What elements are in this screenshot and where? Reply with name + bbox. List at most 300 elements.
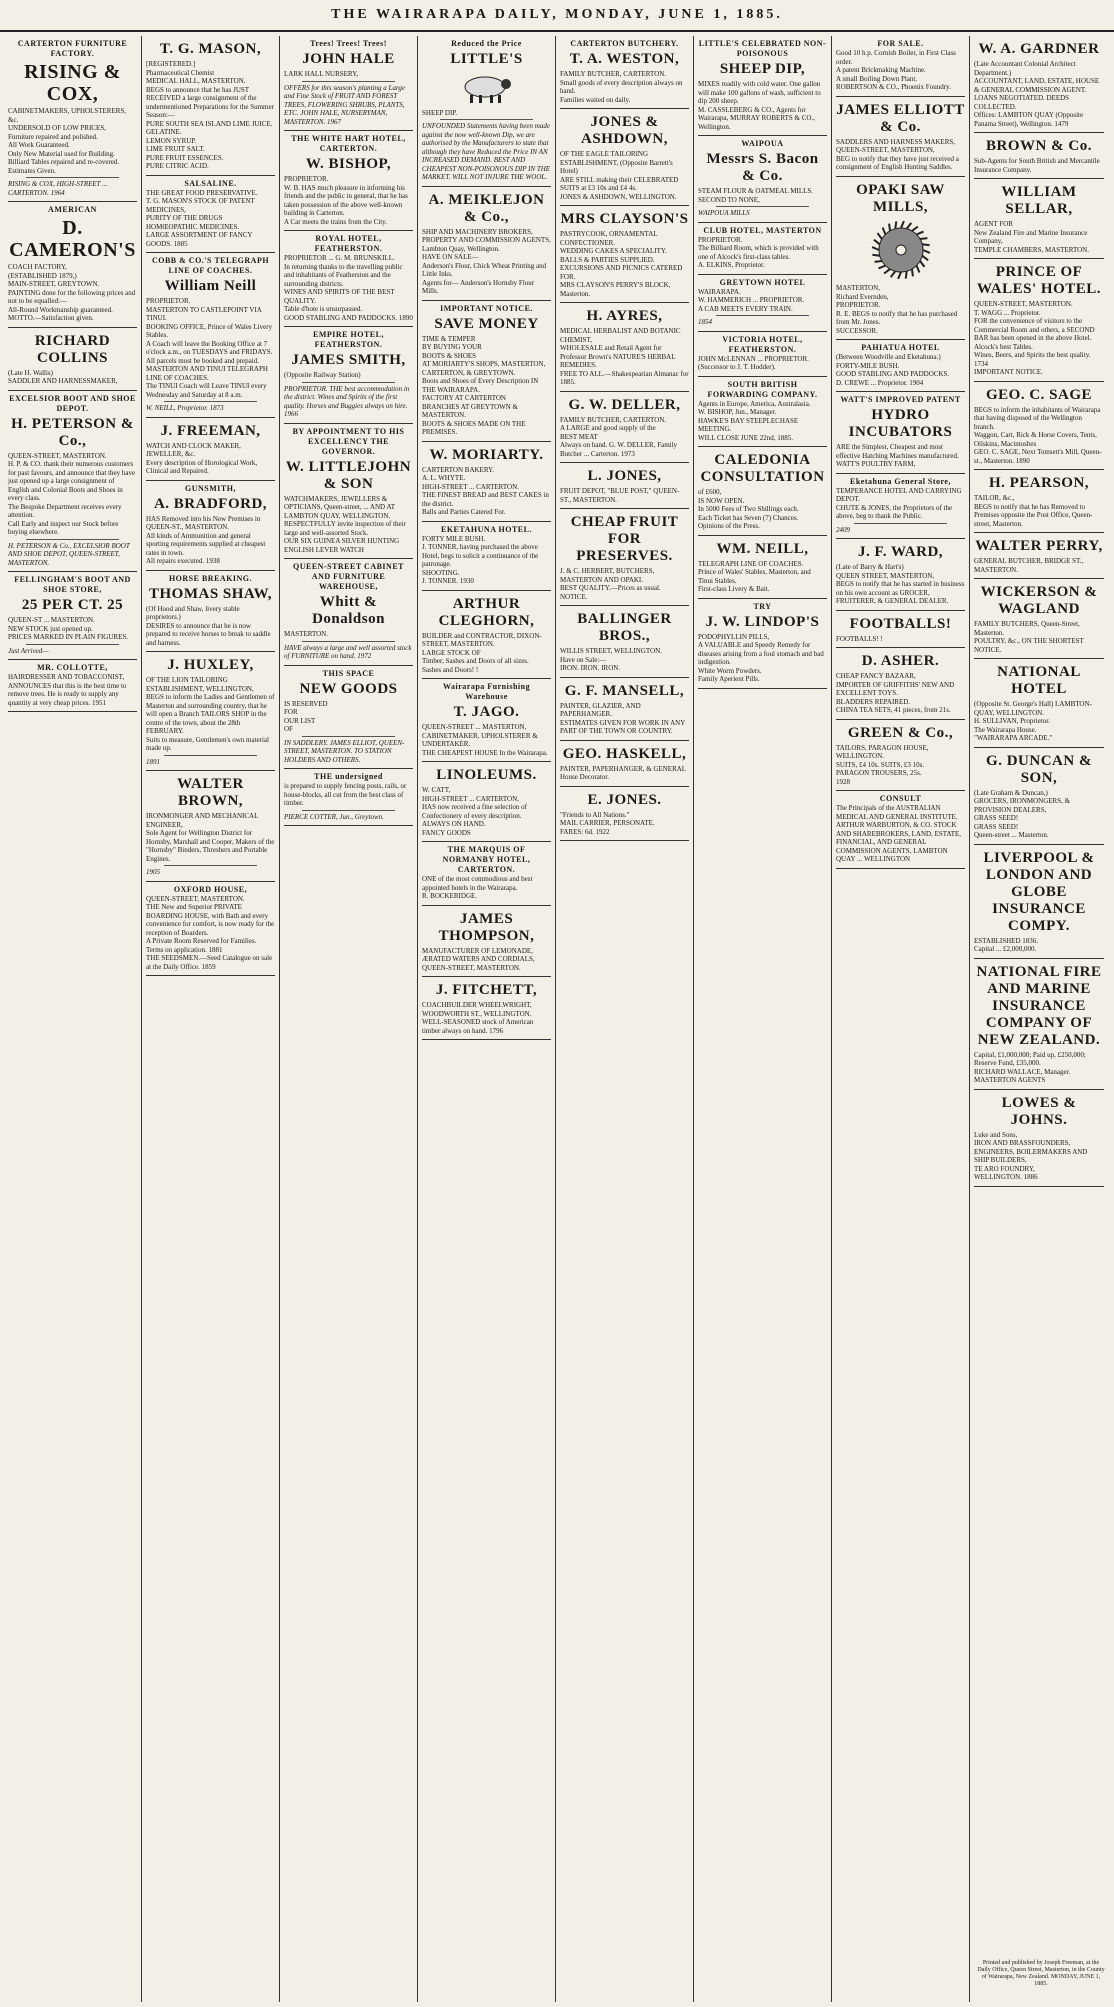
ad-text-line: FREE TO ALL.—Shakespearian Almanac for 1885. (560, 369, 689, 386)
ad-footer: UNFOUNDED Statements having been made against the now well-known Dip, we are authorised by the Manufacturers to state that although they have Reduced the Price IN AN INCREASED DEMAND. BEST AND CHEAPEST NON-POISONOUS DIP IN THE MARKET. WILL NOT INJURE THE WOOL. (422, 122, 551, 181)
ad-text-line: Good 10 h.p. Cornish Boiler, in First Class order. (836, 49, 956, 66)
ad-text-line: PROPRIETOR. (284, 175, 329, 183)
ad-heading: H. AYRES, (586, 308, 663, 324)
ad-text-line: LARK HALL NURSERY, (284, 70, 359, 78)
ad-subheading: TRY (753, 601, 772, 611)
ad-text-line: FAMILY BUTCHER, CARTERTON. (560, 70, 667, 78)
ad-text-line: TEMPLE CHAMBERS, MASTERTON. (974, 245, 1089, 254)
ad-text-line: MASTERTON AGENTS (974, 1076, 1046, 1084)
ad-body (146, 60, 275, 171)
ad-text-line: HAS Removed into his New Premises in QUEEN-ST., MASTERTON. (146, 514, 261, 531)
ad-text-line: Luke and Sons, (974, 1130, 1018, 1139)
ad-text-line: FANCY GOODS (422, 828, 471, 837)
ad-body (422, 228, 551, 296)
ad-heading: OPAKI SAW MILLS, (856, 181, 945, 215)
ad-heading: J. FITCHETT, (435, 982, 538, 998)
ad-text-line: QUEEN-STREET, MASTERTON. (8, 451, 107, 460)
ad-body (836, 804, 965, 864)
ad-divider (164, 401, 257, 402)
advertisement (698, 536, 827, 599)
ad-text-line: (Late of Barry & Hart's) (836, 563, 904, 571)
ad-divider (716, 206, 809, 207)
ad-text-line: R. BOCKERIDGE. (422, 892, 478, 900)
advertisement (284, 231, 413, 327)
ad-body (974, 220, 1104, 254)
ad-text-line: OF THE EAGLE TAILORING ESTABLISHMENT, (Opposite Barrett's Hotel) (560, 150, 673, 175)
ad-body (284, 782, 413, 808)
ad-text-line: (ESTABLISHED 1879,) (8, 271, 77, 280)
advertisement (974, 382, 1104, 471)
ad-heading: Whitt & Donaldson (312, 594, 385, 627)
ad-text-line: CHINA TEA SETS, 41 pieces, from 21s. (836, 706, 951, 714)
advertisement (974, 659, 1104, 748)
ad-heading: J. F. WARD, (857, 544, 944, 560)
advertisement (836, 539, 965, 611)
ad-body (422, 466, 551, 517)
ad-text-line: SECOND TO NONE, (698, 195, 760, 204)
ad-text-line: AGENT FOR (974, 220, 1013, 228)
ad-text-line: BALLS & PARTIES SUPPLIED. (560, 255, 655, 264)
ad-text-line: FARES: 6d. 1922 (560, 827, 610, 836)
ad-text-line: GOOD STABLING AND PADDOCKS. 1890 (284, 313, 413, 322)
ad-text-line: Suits to measure, Gentlemen's own material made up. (146, 735, 269, 752)
advertisement (836, 392, 965, 474)
ad-text-line: MIXES readily with cold water. One gallon will make 100 gallons of wash, sufficient to dip 200 sheep. (698, 80, 821, 105)
ad-heading: T. JAGO. (453, 704, 520, 720)
ad-body (284, 371, 413, 380)
ad-body (974, 494, 1104, 528)
advertisement (422, 187, 551, 301)
advertisement (974, 845, 1104, 959)
advertisement (974, 259, 1104, 382)
ad-subheading: VICTORIA HOTEL, FEATHERSTON. (722, 334, 803, 354)
ad-text-line: Always on hand. G. W. DELLER, Family Butcher ... Carterton. 1973 (560, 441, 678, 458)
ad-heading: JOHN HALE (302, 51, 395, 67)
ad-subheading: IMPORTANT NOTICE. (440, 303, 533, 313)
ad-heading: W. BISHOP, (305, 156, 392, 172)
ad-text-line: New Zealand Fire and Marine Insurance Company, (974, 228, 1088, 245)
advertisement (8, 572, 137, 660)
advertisement (698, 275, 827, 332)
ad-text-line: Sashes and Doors! ! (422, 665, 479, 674)
ad-text-line: H. P. & CO. thank their numerous customers for past favours, and announce that they have just opened up a large consignment of English and Colonial Boots and Shoes in every class. (8, 460, 136, 502)
ad-footer: IN SADDLERY. JAMES ELLIOT, QUEEN-STREET, MASTERTON. TO STATION HOLDERS AND OTHERS. (284, 738, 405, 764)
ad-text-line: OUR SIX GUINEA SILVER HUNTING ENGLISH LEVER WATCH (284, 537, 400, 554)
ad-text-line: AT MORIARTY'S SHOPS, MASTERTON, CARTERTON, & GREYTOWN. (422, 360, 546, 377)
ad-heading: LITTLE'S (450, 51, 523, 67)
ad-body (836, 443, 965, 469)
advertisement (146, 652, 275, 771)
ad-heading: SHEEP DIP, (719, 61, 806, 77)
ad-heading: William Neill (164, 278, 257, 294)
ad-text-line: SADDLERS AND HARNESS MAKERS, QUEEN-STREET, MASTERTON, (836, 137, 956, 154)
ad-text-line: ARE the Simplest, Cheapest and most effective Hatching Machines manufactured. (836, 443, 959, 460)
ad-text-line: THE GREAT FOOD PRESERVATIVE. (146, 188, 258, 197)
ad-text-line: ANNOUNCES that this is the best time to remove trees. He is ready to supply any quantity at very cheap prices. 1951 (8, 681, 127, 707)
ad-text-line: Have on Sale:— (560, 655, 607, 664)
ad-body (698, 560, 827, 594)
ad-text-line: Sole Agent for Wellington District for Hornsby, Marshall and Cooper, Makers of the "Hornsby" Binders, Threshers and Portable Engines. (146, 829, 275, 863)
advertisement (422, 442, 551, 522)
column-6 (694, 36, 832, 2002)
ad-text-line: NEW STOCK just opened up. (8, 624, 93, 633)
ad-text-line: Capital, £1,000,000; Paid up, £250,000; Reserve Fund, £35,000. (974, 1050, 1086, 1067)
ad-text-line: ARTHUR WARBURTON, & CO. STOCK AND SHAREBROKERS, LAND, ESTATE, FINANCIAL, AND GENERAL COMMISSION AGENTS, LAMBTON QUAY ... WELLINGTON (836, 821, 962, 863)
ad-heading: RISING & COX, (24, 61, 121, 105)
ad-heading: G. W. DELLER, (568, 396, 681, 413)
ad-text-line: Wines, Beers, and Spirits the best quality. 1734 (974, 351, 1091, 368)
ad-body (974, 157, 1104, 174)
ad-text-line: PARAGON TROUSERS, 25s. (836, 769, 922, 777)
ad-text-line: OF THE LION TAILORING ESTABLISHMENT, WELLINGTON, (146, 676, 254, 693)
advertisement (836, 97, 965, 177)
ad-text-line: Small goods of every description always on hand. (560, 78, 683, 95)
ad-text-line: GROCERS, IRONMONGERS, & PROVISION DEALERS, (974, 797, 1071, 814)
ad-text-line: (Opposite Railway Station) (284, 371, 361, 379)
ad-body (698, 355, 827, 372)
printer-imprint: Printed and published by Joseph Freeman, at the Daily Office, Queen Street, Masterton, in the County of Wairarapa, New Zealand. MONDAY, JUNE 1, 1885. (977, 1960, 1105, 1987)
ad-text-line: Families waited on daily. (560, 95, 631, 104)
ad-text-line: Timber, Sashes and Doors of all sizes. (422, 657, 529, 665)
ad-body (974, 300, 1104, 377)
advertisement (422, 36, 551, 187)
ad-text-line: FOR (284, 708, 298, 716)
ad-text-line: The TINUI Coach will Leave TINUI every Wednesday and Saturday at 8 a.m. (146, 382, 267, 399)
advertisement (146, 36, 275, 176)
ad-text-line: Every description of Horological Work, Clinical and Repaired. (146, 458, 258, 475)
ad-text-line: FOR the convenience of visitors to the Commercial Room and others, a SECOND BAR has been opened in the above Hotel. (974, 317, 1095, 342)
ad-heading: L. JONES, (587, 468, 662, 484)
ad-heading: A. BRADFORD, (153, 495, 268, 512)
ad-text-line: Queen-street ... Masterton. (974, 831, 1049, 839)
ad-subheading: LITTLE'S CELEBRATED NON-POISONOUS (698, 39, 827, 58)
ad-text-line: THE FINEST BREAD and BEST CAKES in the district. (422, 491, 549, 508)
ad-body (8, 263, 137, 323)
ad-text-line: HAVE ON SALE— (422, 253, 479, 261)
ad-text-line: MASTERTON AND TINUI TELEGRAPH LINE OF COACHES. (146, 365, 268, 382)
ad-footer: H. PETERSON & Co., EXCELSIOR BOOT AND SHOE DEPOT, QUEEN-STREET, MASTERTON. (8, 541, 130, 567)
ad-body (698, 187, 827, 204)
ad-footer: WAIPOUA MILLS (698, 209, 750, 217)
ad-text-line: W. HAMMERICH ... PROPRIETOR. (698, 296, 805, 304)
ad-text-line: BUILDER and CONTRACTOR, DIXON-STREET, MASTERTON. (422, 631, 542, 648)
ad-text-line: QUEEN-ST ... MASTERTON. (8, 616, 95, 624)
ad-text-line: All kinds of Ammunition and general sporting requirements supplied at cheapest rates in town. (146, 531, 266, 557)
ad-text-line: TE ARO FOUNDRY, (974, 1164, 1035, 1173)
ad-text-line: BEST QUALITY.—Prices as usual. (560, 584, 661, 592)
ad-text-line: BEST MEAT (560, 432, 598, 441)
ad-subheading: AMERICAN (48, 205, 97, 214)
ad-heading: JAMES SMITH, (291, 352, 406, 368)
ad-text-line: A VALUABLE and Speedy Remedy for diseases arising from a foul stomach and bad indigestion. (698, 641, 824, 666)
ad-text-line: Anderson's Flour, Chick Wheat Printing and Little Inks. (422, 261, 547, 278)
ad-text-line: Pharmaceutical Chemist (146, 68, 215, 77)
ad-text-line: In 5000 Fees of Two Shillings each. (698, 505, 799, 513)
ad-text-line: PURE FRUIT ESSENCES. (146, 153, 224, 162)
ad-text-line: BEGS to announce that he has JUST RECEIVED a large consignment of the undermentioned Preparations for the Summer Season:— (146, 85, 274, 119)
advertisement (8, 391, 137, 573)
ad-text-line: PAINTING done for the following prices and not to be equalled:— (8, 288, 136, 305)
ad-text-line: ARE STILL making their CELEBRATED SUITS at £3 10s and £4 4s. (560, 175, 679, 192)
ad-heading: GREEN & Co., (847, 724, 954, 741)
ad-divider (440, 119, 533, 120)
ad-text-line: MRS CLAYSON'S PERRY'S BLOCK, Masterton. (560, 281, 671, 298)
ad-body (422, 1001, 551, 1035)
ad-text-line: "WAIRARAPA ARCADE." (974, 734, 1053, 742)
ad-subheading: MR. COLLOTTE, (37, 663, 108, 672)
ad-text-line: MANUFACTURER OF LEMONADE, ÆRATED WATERS AND CORDIALS, QUEEN-STREET, MASTERTON. (422, 946, 535, 972)
ad-text-line: RICHARD WALLACE, Manager. (974, 1067, 1071, 1076)
advertisement (146, 253, 275, 418)
ad-body (974, 1131, 1104, 1182)
ad-text-line: IRON. IRON. IRON. (560, 664, 621, 672)
ad-body (422, 947, 551, 973)
ad-text-line: PROPRIETOR. (146, 297, 191, 305)
ad-body (836, 487, 965, 521)
ad-text-line: MASTERTON, (836, 284, 880, 292)
ad-body (698, 236, 827, 270)
ad-text-line: Sub-Agents for South British and Mercantile Insurance Company. (974, 157, 1100, 174)
ad-subheading: WAIPOUA (741, 139, 784, 148)
ad-heading: NATIONAL HOTEL (997, 664, 1081, 697)
ad-body (146, 297, 275, 399)
ad-body (422, 723, 551, 757)
advertisement (284, 769, 413, 826)
ad-heading: WICKERSON & WAGLAND (980, 584, 1098, 617)
advertisement (560, 463, 689, 509)
advertisement (422, 842, 551, 906)
ad-subheading: THE undersigned (314, 772, 383, 781)
ad-text-line: W. CATT, (422, 786, 451, 794)
ad-text-line: The Billiard Room, which is provided with one of Alcock's first-class tables. (698, 244, 819, 261)
ad-body (284, 495, 413, 555)
ad-heading: HYDRO INCUBATORS (848, 407, 953, 440)
ad-subheading: BY APPOINTMENT TO HIS EXCELLENCY THE GOVERNOR. (292, 426, 405, 456)
ad-text-line: HIGH-STREET ... CARTERTON, (422, 794, 519, 803)
ad-body (146, 605, 275, 648)
ad-text-line: FOOTBALLS! ! (836, 634, 883, 643)
ad-text-line: OF (284, 725, 293, 733)
ad-heading: LIVERPOOL & LONDON AND GLOBE INSURANCE COMPY. (983, 849, 1095, 934)
ad-body (974, 1051, 1104, 1085)
ad-heading: H. PEARSON, (988, 475, 1090, 491)
ad-text-line: Furniture repaired and polished. (8, 132, 98, 141)
ad-body (698, 80, 827, 131)
ad-subheading: EMPIRE HOTEL, FEATHERSTON. (313, 330, 384, 349)
ad-footer: 1891 (146, 757, 160, 766)
ad-heading: D. CAMERON'S (9, 217, 136, 261)
advertisement (422, 522, 551, 591)
ad-heading: LINOLEUMS. (436, 767, 537, 783)
ad-text-line: WATCH AND CLOCK MAKER, JEWELLER, &c. (146, 441, 241, 458)
advertisement (146, 418, 275, 481)
advertisement (422, 679, 551, 762)
advertisement (284, 424, 413, 560)
ad-text-line: "Friends to All Nations." (560, 810, 630, 819)
advertisement (698, 332, 827, 377)
ad-text-line: MAIL CARRIER, PERSONATE. (560, 819, 655, 827)
ad-heading: WM. NEILL, (716, 540, 809, 557)
advertisement (146, 481, 275, 571)
advertisement (146, 771, 275, 882)
ad-text-line: D. CREWE ... Proprietor. 1904 (836, 378, 924, 387)
ad-divider (164, 755, 257, 756)
ad-text-line: T. WAGG ... Proprietor. (974, 308, 1041, 317)
ad-text-line: CABINETMAKER, UPHOLSTERER & UNDERTAKER. (422, 731, 538, 748)
ad-text-line: WILLIS STREET, WELLINGTON. (560, 647, 662, 655)
ad-text-line: PASTRYCOOK, ORNAMENTAL CONFECTIONER. (560, 230, 658, 247)
ad-text-line: A small Boiling Down Plant. (836, 74, 918, 83)
ad-heading: SAVE MONEY (434, 315, 539, 332)
ad-body (146, 442, 275, 476)
ad-text-line: A. L. WHYTE. (422, 474, 466, 482)
ad-heading: E. JONES. (587, 791, 662, 808)
ad-text-line: FORTY MILE BUSH. (422, 534, 486, 543)
ad-text-line: WAIRARAPA. (698, 287, 741, 296)
ad-text-line: All-Round Workmanship guaranteed. (8, 305, 113, 314)
ad-body (146, 676, 275, 753)
ad-heading: 25 PER CT. 25 (21, 597, 124, 613)
ad-heading: GEO. HASKELL, (562, 745, 687, 762)
ad-footer: 2409 (836, 525, 850, 534)
ad-heading: J. FREEMAN, (160, 422, 261, 439)
ad-text-line: Family Aperient Pills. (698, 675, 760, 683)
advertisement (560, 606, 689, 678)
ad-footer: PROPRIETOR. THE best accommodation in the district. Wines and Spirits of the first quality. Horses and Buggies always on hire. 1966 (284, 384, 410, 418)
ad-text-line: Capital ... £2,000,000. (974, 945, 1037, 953)
advertisement (560, 206, 689, 303)
ad-text-line: The Wairarapa House. (974, 725, 1037, 734)
ad-subheading: CARTERTON FURNITURE FACTORY. (17, 39, 128, 58)
ad-text-line: LIME FRUIT SALT. (146, 145, 205, 153)
ad-body (146, 895, 275, 972)
ad-body (8, 616, 137, 642)
ad-subheading: GUNSMITH, (185, 483, 236, 493)
ad-heading: CHEAP FRUIT FOR PRESERVES. (570, 514, 679, 564)
advertisement (698, 447, 827, 536)
ad-text-line: J. TONNER. 1930 (422, 577, 474, 585)
ad-heading: GEO. C. SAGE (985, 386, 1093, 403)
ad-subheading: CARTERTON BUTCHERY. (570, 39, 679, 48)
ad-text-line: TIME & TEMPER (422, 334, 476, 343)
ad-subheading: EKETAHUNA HOTEL. (441, 524, 532, 534)
advertisement (974, 470, 1104, 533)
ad-text-line: IMPORTANT NOTICE. (974, 368, 1043, 376)
ad-text-line: QUEEN-STREET, MASTERTON. (974, 300, 1073, 308)
saw-blade-illustration (871, 220, 931, 280)
ad-text-line: JOHN McLENNAN ... PROPRIETOR. (698, 354, 809, 363)
ad-text-line: Waggon, Cart, Rick & Horse Covers, Tents, Oilskins, Macintoshes (974, 431, 1097, 448)
ad-text-line: TAILORS, PARAGON HOUSE, WELLINGTON. (836, 743, 929, 760)
advertisement (974, 1090, 1104, 1187)
ad-divider (26, 644, 119, 645)
advertisement (146, 571, 275, 653)
ad-text-line: GELATINE. (146, 128, 182, 136)
ad-body (974, 60, 1104, 128)
ad-heading: G. DUNCAN & SON, (986, 752, 1092, 786)
ad-text-line: M. CASSLEBERG & CO., Agents for Wairarapa, MURRAY ROBERTS & CO., Wellington. (698, 105, 815, 131)
ad-text-line: The Principals of the AUSTRALIAN MEDICAL AND GENERAL INSTITUTE. (836, 804, 958, 821)
advertisement (560, 109, 689, 206)
ad-text-line: WINES AND SPIRITS OF THE BEST QUALITY. (284, 288, 395, 305)
ad-text-line: FAMILY BUTCHER, CARTERTON. (560, 415, 667, 424)
ad-heading: NEW GOODS (299, 680, 398, 697)
ad-subheading: Trees! Trees! Trees! (310, 39, 387, 48)
ad-heading: NATIONAL FIRE AND MARINE INSURANCE COMPANY OF NEW ZEALAND. (976, 963, 1102, 1048)
ad-text-line: WATT'S POULTRY FARM, (836, 460, 916, 468)
ad-text-line: LARGE STOCK OF (422, 648, 481, 657)
ad-body (836, 353, 965, 387)
advertisement (146, 882, 275, 977)
ad-heading: PRINCE OF WALES' HOTEL. (976, 264, 1102, 297)
ad-body (560, 416, 689, 459)
ad-body (974, 620, 1104, 654)
ad-text-line: CABINETMAKERS, UPHOLSTERERS, &c. (8, 107, 127, 124)
ad-subheading: FELLINGHAM'S BOOT AND SHOE STORE, (14, 575, 131, 594)
ad-text-line: First-class Livery & Bait. (698, 585, 770, 593)
ad-text-line: All repairs executed. 1938 (146, 557, 220, 565)
ad-text-line: PROPRIETOR. (698, 235, 743, 244)
ad-text-line: BRANCHES AT GREYTOWN & MASTERTON. (422, 402, 519, 419)
advertisement (284, 559, 413, 666)
ad-text-line: WHOLESALE and Retail Agent for Professor Brown's NATURE'S HERBAL REMEDIES. (560, 344, 676, 369)
ad-text-line: [REGISTERED.] (146, 60, 196, 68)
advertisement (8, 36, 137, 202)
ad-body (422, 632, 551, 675)
ad-text-line: BLADDERS REPAIRED. (836, 697, 911, 706)
ad-subheading: Eketahuna General Store, (850, 476, 951, 486)
ad-body (560, 327, 689, 387)
ad-text-line: CHUTE & JONES, the Proprietors of the above, beg to thank the Public. (836, 503, 953, 520)
ad-text-line: SHEEP DIP. (422, 108, 458, 117)
ad-heading: Messrs S. Bacon & Co. (706, 151, 819, 184)
advertisement (974, 579, 1104, 659)
ad-divider (854, 523, 947, 524)
advertisement (974, 179, 1104, 259)
ad-text-line: STEAM FLOUR & OATMEAL MILLS. (698, 187, 814, 195)
ad-subheading: WATT'S IMPROVED PATENT (840, 395, 961, 404)
ad-text-line: OUR LIST (284, 716, 316, 725)
ad-text-line: MASTERTON. (284, 630, 328, 638)
advertisement (8, 202, 137, 328)
ad-divider (26, 177, 119, 178)
ad-body (836, 563, 965, 606)
ad-heading: BROWN & Co. (986, 138, 1092, 154)
ad-text-line: HAS now received a fine selection of (422, 803, 527, 811)
ad-footer: W. NEILL, Proprietor. 1873 (146, 404, 224, 412)
advertisement (698, 136, 827, 223)
advertisement (974, 133, 1104, 179)
ad-text-line: BEG to notify that they have just received a consignment of English Hunting Saddles. (836, 154, 959, 171)
ad-text-line: White Worm Powders. (698, 666, 762, 675)
ad-subheading: THIS SPACE (322, 668, 375, 678)
ad-text-line: PROPRIETOR ... G. M. BRUNSKILL. (284, 254, 395, 262)
ad-text-line: T. G. MASON'S STOCK OF PATENT MEDICINES, (146, 197, 255, 214)
ad-heading: WILLIAM SELLAR, (1001, 184, 1077, 217)
ad-body (836, 138, 965, 172)
ad-text-line: FAMILY BUTCHERS, Queen-Street, Masterton. (974, 620, 1080, 637)
ad-heading: H. PETERSON & Co., (11, 415, 134, 449)
ad-divider (302, 382, 395, 383)
ad-body (560, 487, 689, 504)
ad-body (8, 452, 137, 537)
ad-text-line: (Between Woodville and Eketahuna.) FORTY-MILE BUSH. (836, 353, 941, 370)
ad-footer: 1854 (698, 318, 712, 326)
ad-heading: W. A. GARDNER (978, 41, 1100, 57)
column-3 (280, 36, 418, 2002)
ad-text-line: ACCOUNTANT, LAND, ESTATE, HOUSE & GENERAL COMMISSION AGENT. (974, 77, 1100, 94)
ad-text-line: Offices: LAMBTON QUAY (Opposite Panama Street), Wellington. 1479 (974, 111, 1084, 128)
